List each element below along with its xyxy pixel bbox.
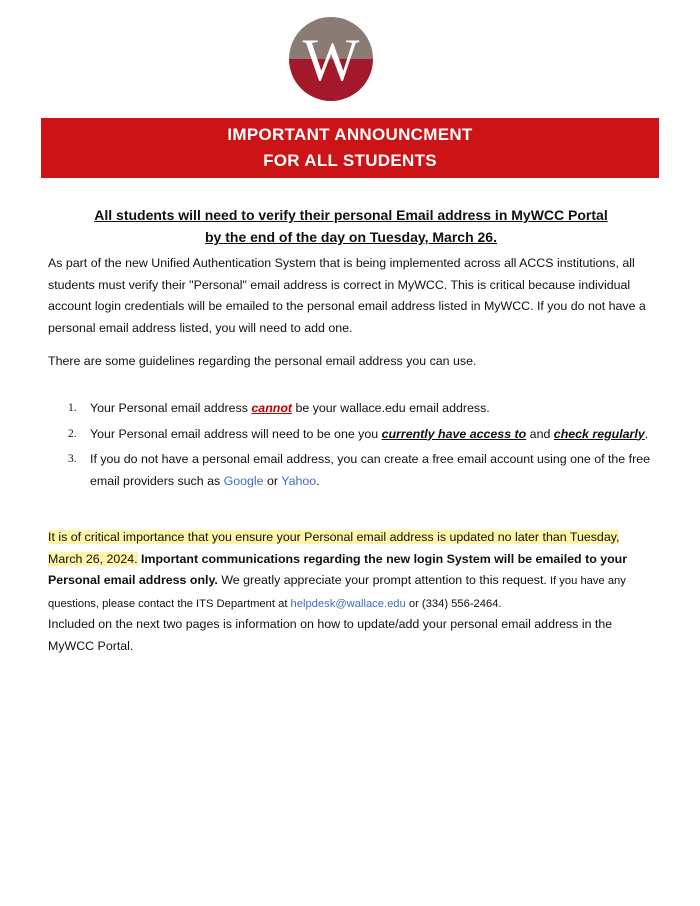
cannot-emphasis: cannot [251, 401, 293, 415]
deadline-date: Tuesday, March 26, 2024. [48, 530, 620, 566]
heading-line-1: All students will need to verify their personal Email address in MyWCC Portal [94, 207, 608, 223]
google-link[interactable]: Google [223, 473, 264, 488]
helpdesk-email-link[interactable]: helpdesk@wallace.edu [290, 597, 406, 610]
highlighted-text: It is of critical importance that you ensure your Personal email address is updated no later than [48, 530, 570, 544]
list-number: 1. [68, 402, 77, 414]
list-number: 2. [68, 427, 77, 440]
important-notice: Important communications regarding the new login System will be emailed to your Personal email address only. [48, 551, 628, 587]
guidelines-intro: There are some guidelines regarding the personal email address you can use. [48, 354, 477, 368]
item-text: Your Personal email address will need to be one you [90, 426, 382, 441]
intro-paragraph: As part of the new Unified Authentication System that is being implemented across all ACCS institutions, all students must verify their "Personal" email address is correct in MyWCC. This is critical because individual account login credentials will be emailed to the personal email address listed in MyWCC. If you do not have a personal email address listed, you will need to add one. [48, 256, 646, 335]
banner-line-1: IMPORTANT ANNOUNCMENT [227, 125, 473, 144]
list-item [48, 449, 654, 492]
list-item [48, 424, 654, 446]
logo-letter: W [302, 27, 360, 93]
contact-text: If you have any questions, please contact the ITS Department at [48, 575, 626, 610]
item-text: If you do not have a personal email address, you can create a free email account using one of the free email providers such as [90, 452, 650, 488]
contact-phone: or (334) 556-2464. [405, 597, 502, 610]
check-emphasis: check regularly [553, 426, 645, 441]
main-heading [48, 204, 654, 248]
banner-line-2: FOR ALL STUDENTS [263, 151, 437, 170]
item-text: and [526, 426, 554, 441]
heading-line-2: by the end of the day on Tuesday, March 26. [205, 229, 497, 245]
item-text: . [316, 473, 320, 488]
closing-paragraph: Included on the next two pages is information on how to update/add your personal email address in the MyWCC Portal. [48, 617, 613, 653]
list-number: 3. [68, 453, 77, 465]
item-text: . [644, 426, 649, 441]
access-emphasis: currently have access to [381, 426, 527, 441]
yahoo-link[interactable]: Yahoo [281, 473, 317, 488]
item-text: or [263, 473, 282, 488]
guidelines-list [48, 398, 654, 496]
appreciation-text: We greatly appreciate your prompt attention to this request. [217, 573, 547, 587]
list-item [48, 398, 654, 420]
item-text: be your wallace.edu email address. [292, 401, 490, 415]
college-logo [289, 17, 373, 101]
announcement-banner [41, 118, 659, 178]
item-text: Your Personal email address [90, 401, 252, 415]
critical-paragraph [48, 527, 654, 615]
